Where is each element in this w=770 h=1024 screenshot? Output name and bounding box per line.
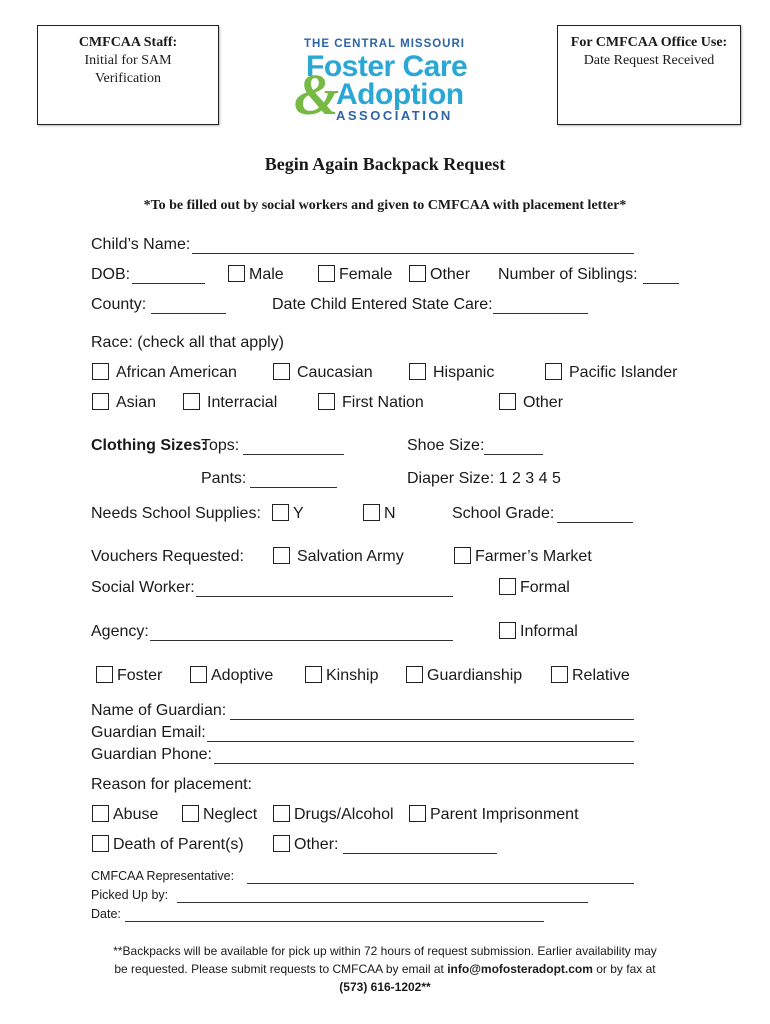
shoe-size-field[interactable] — [484, 454, 543, 455]
date-field[interactable] — [125, 921, 544, 922]
footer-note-line2-pre: be requested. Please submit requests to CMFCAA by email at — [114, 962, 448, 976]
female-label: Female — [339, 266, 393, 283]
race-hispanic-checkbox[interactable] — [409, 363, 426, 380]
office-box-line1: Date Request Received — [583, 53, 715, 68]
guardian-email-field[interactable] — [207, 741, 634, 742]
other-gender-checkbox[interactable] — [409, 265, 426, 282]
reason-other-checkbox[interactable] — [273, 835, 290, 852]
race-pacific-islander-label: Pacific Islander — [569, 364, 678, 381]
race-first-nation-checkbox[interactable] — [318, 393, 335, 410]
informal-label: Informal — [520, 623, 578, 640]
placement-relative-checkbox[interactable] — [551, 666, 568, 683]
date-entered-label: Date Child Entered State Care: — [272, 296, 493, 313]
placement-guardianship-checkbox[interactable] — [406, 666, 423, 683]
reason-drugs-checkbox[interactable] — [273, 805, 290, 822]
race-caucasian-label: Caucasian — [297, 364, 373, 381]
siblings-label: Number of Siblings: — [498, 266, 638, 283]
county-field[interactable] — [151, 313, 226, 314]
school-supplies-yes-checkbox[interactable] — [272, 504, 289, 521]
formal-checkbox[interactable] — [499, 578, 516, 595]
social-worker-label: Social Worker: — [91, 579, 195, 596]
guardian-phone-label: Guardian Phone: — [91, 746, 212, 763]
placement-relative-label: Relative — [572, 667, 630, 684]
reason-other-label: Other: — [294, 836, 339, 853]
school-supplies-no-checkbox[interactable] — [363, 504, 380, 521]
other-gender-label: Other — [430, 266, 471, 283]
social-worker-field[interactable] — [196, 596, 453, 597]
tops-label: Tops: — [201, 437, 240, 454]
reason-death-checkbox[interactable] — [92, 835, 109, 852]
reason-other-field[interactable] — [343, 853, 497, 854]
race-hispanic-label: Hispanic — [433, 364, 495, 381]
placement-kinship-checkbox[interactable] — [305, 666, 322, 683]
placement-adoptive-checkbox[interactable] — [190, 666, 207, 683]
footer-note-line1: **Backpacks will be available for pick up within 72 hours of request submission. Earlier availability may — [113, 944, 657, 958]
diaper-size-label: Diaper Size: 1 2 3 4 5 — [407, 470, 561, 487]
clothing-sizes-label: Clothing Sizes: — [91, 437, 207, 454]
race-caucasian-checkbox[interactable] — [273, 363, 290, 380]
agency-label: Agency: — [91, 623, 149, 640]
race-first-nation-label: First Nation — [342, 394, 424, 411]
shoe-size-label: Shoe Size: — [407, 437, 485, 454]
placement-guardianship-label: Guardianship — [427, 667, 523, 684]
placement-foster-checkbox[interactable] — [96, 666, 113, 683]
reason-death-label: Death of Parent(s) — [113, 836, 244, 853]
school-grade-label: School Grade: — [452, 505, 555, 522]
reason-imprisonment-checkbox[interactable] — [409, 805, 426, 822]
salvation-army-label: Salvation Army — [297, 548, 404, 565]
race-other-label: Other — [523, 394, 564, 411]
guardian-name-label: Name of Guardian: — [91, 702, 227, 719]
race-label: Race: (check all that apply) — [91, 334, 284, 351]
staff-verification-box — [37, 25, 219, 125]
guardian-phone-field[interactable] — [214, 763, 634, 764]
siblings-field[interactable] — [643, 283, 679, 284]
date-entered-field[interactable] — [493, 313, 588, 314]
guardian-email-label: Guardian Email: — [91, 724, 206, 741]
school-grade-field[interactable] — [557, 522, 633, 523]
reason-label: Reason for placement: — [91, 776, 252, 793]
race-other-checkbox[interactable] — [499, 393, 516, 410]
male-label: Male — [249, 266, 284, 283]
logo-top-text: THE CENTRAL MISSOURI — [304, 38, 465, 50]
representative-field[interactable] — [247, 883, 634, 884]
dob-field[interactable] — [132, 283, 205, 284]
logo-word-foster-care: Foster Care — [306, 50, 468, 83]
logo-association-text: ASSOCIATION — [336, 108, 453, 123]
office-use-box — [557, 25, 741, 125]
footer-note-line2-post: or by fax at — [592, 962, 656, 976]
race-african-american-checkbox[interactable] — [92, 363, 109, 380]
date-label: Date: — [91, 907, 121, 921]
dob-label: DOB: — [91, 266, 131, 283]
placement-foster-label: Foster — [117, 667, 163, 684]
agency-field[interactable] — [150, 640, 453, 641]
reason-imprisonment-label: Parent Imprisonment — [430, 806, 579, 823]
footer-email-link[interactable]: info@mofosteradopt.com — [447, 962, 593, 976]
farmers-market-label: Farmer’s Market — [475, 548, 592, 565]
form-subtitle: *To be filled out by social workers and given to CMFCAA with placement letter* — [143, 198, 627, 213]
male-checkbox[interactable] — [228, 265, 245, 282]
guardian-name-field[interactable] — [230, 719, 634, 720]
organization-logo — [296, 36, 486, 126]
school-supplies-no-label: N — [384, 505, 396, 522]
logo-word-adoption: Adoption — [336, 78, 464, 111]
race-interracial-label: Interracial — [207, 394, 278, 411]
picked-up-by-field[interactable] — [177, 902, 588, 903]
childs-name-field[interactable] — [192, 253, 634, 254]
school-supplies-label: Needs School Supplies: — [91, 505, 261, 522]
form-title: Begin Again Backpack Request — [264, 154, 506, 174]
race-interracial-checkbox[interactable] — [183, 393, 200, 410]
childs-name-label: Child’s Name: — [91, 236, 191, 253]
pants-label: Pants: — [201, 470, 247, 487]
footer-fax-number: (573) 616-1202** — [339, 980, 431, 994]
reason-drugs-label: Drugs/Alcohol — [294, 806, 394, 823]
farmers-market-checkbox[interactable] — [454, 547, 471, 564]
footer-note-line2 — [60, 960, 710, 978]
race-asian-label: Asian — [116, 394, 157, 411]
picked-up-by-label: Picked Up by: — [91, 888, 169, 902]
race-asian-checkbox[interactable] — [92, 393, 109, 410]
female-checkbox[interactable] — [318, 265, 335, 282]
pants-field[interactable] — [250, 487, 337, 488]
placement-kinship-label: Kinship — [326, 667, 379, 684]
vouchers-label: Vouchers Requested: — [91, 548, 244, 565]
representative-label: CMFCAA Representative: — [91, 869, 235, 883]
reason-abuse-label: Abuse — [113, 806, 159, 823]
logo-ampersand: & — [294, 62, 340, 127]
staff-box-line2: Verification — [94, 71, 162, 86]
reason-neglect-checkbox[interactable] — [182, 805, 199, 822]
race-pacific-islander-checkbox[interactable] — [545, 363, 562, 380]
staff-box-line1: Initial for SAM — [84, 53, 172, 68]
reason-neglect-label: Neglect — [203, 806, 258, 823]
placement-adoptive-label: Adoptive — [211, 667, 274, 684]
reason-abuse-checkbox[interactable] — [92, 805, 109, 822]
race-african-american-label: African American — [116, 364, 237, 381]
county-label: County: — [91, 296, 147, 313]
salvation-army-checkbox[interactable] — [273, 547, 290, 564]
office-box-title: For CMFCAA Office Use: — [570, 35, 728, 50]
informal-checkbox[interactable] — [499, 622, 516, 639]
staff-box-title: CMFCAA Staff: — [78, 35, 178, 50]
formal-label: Formal — [520, 579, 570, 596]
school-supplies-yes-label: Y — [293, 505, 304, 522]
tops-field[interactable] — [243, 454, 344, 455]
